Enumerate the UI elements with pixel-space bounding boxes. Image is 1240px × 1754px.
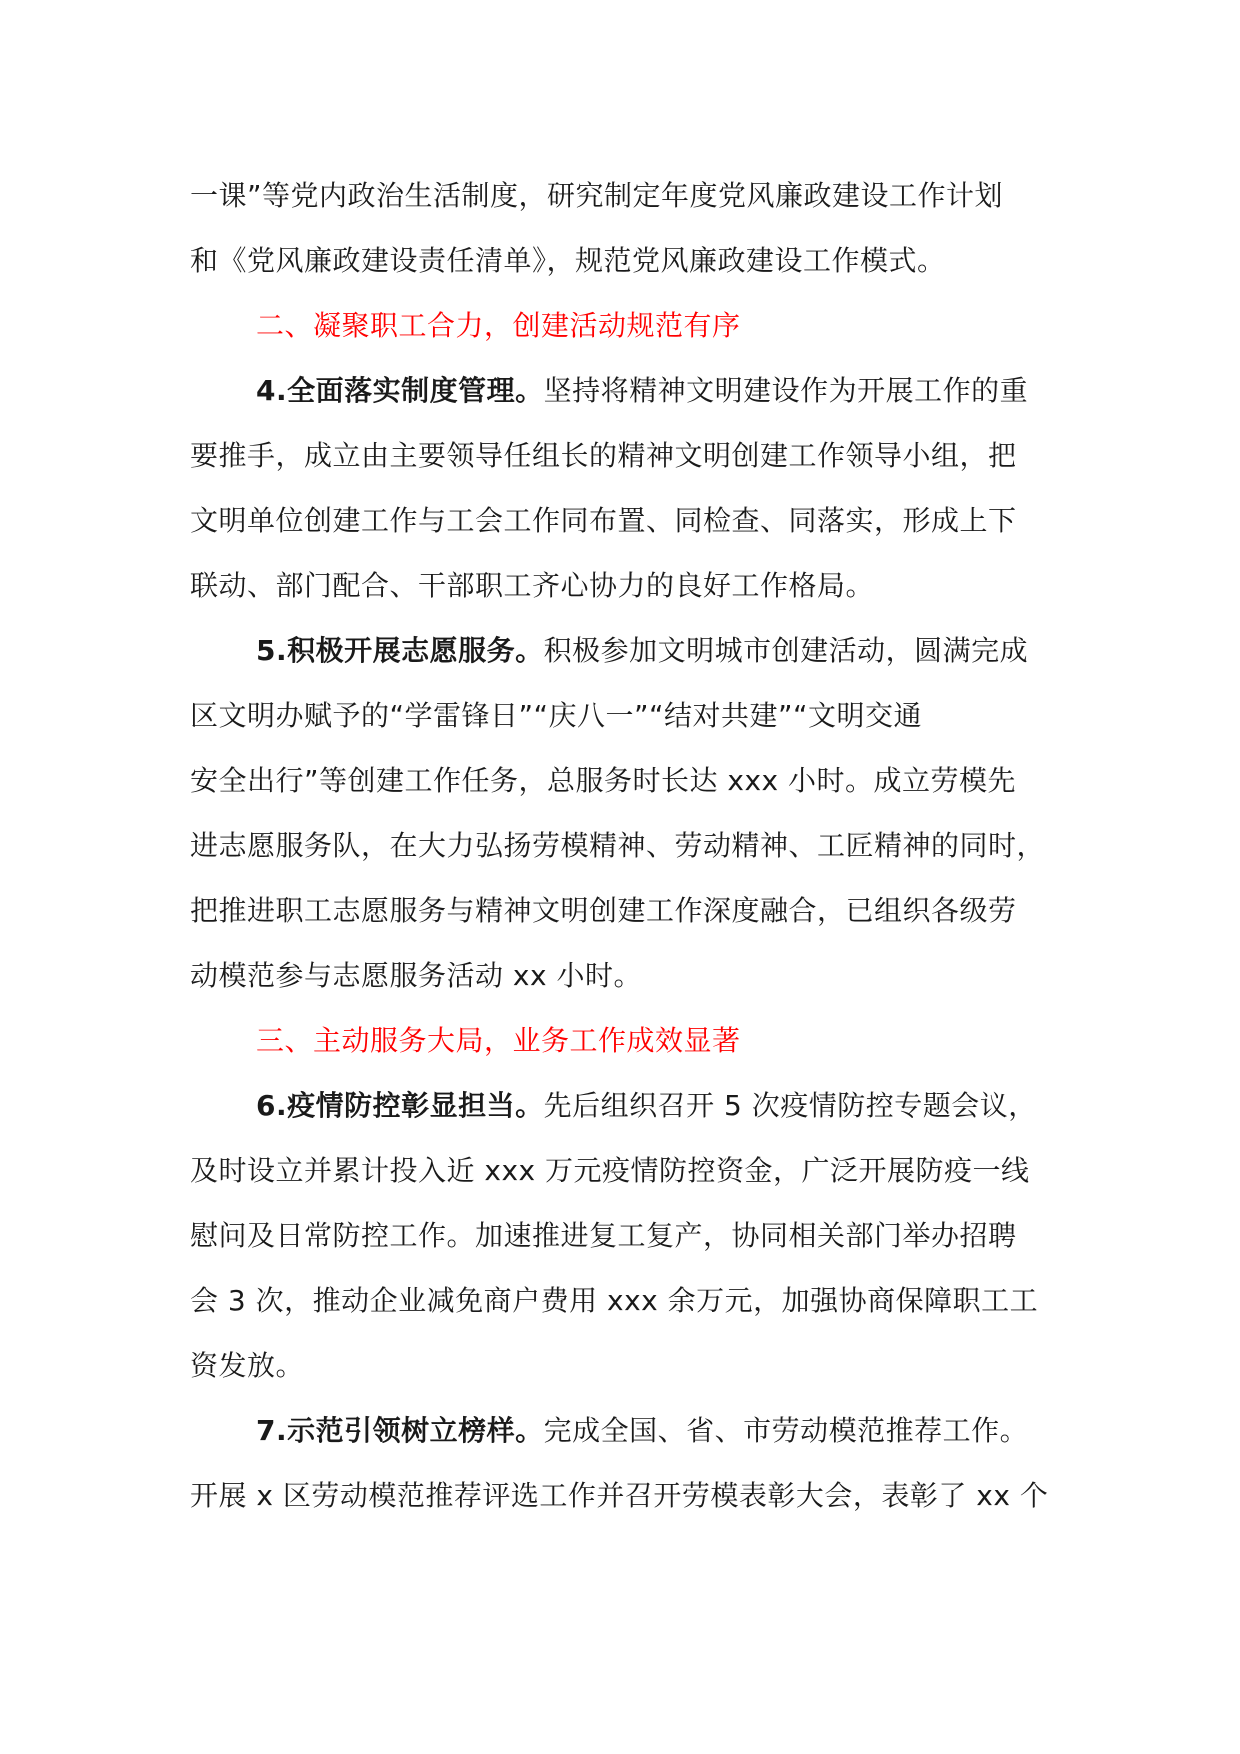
paragraph-line: 一课”等党内政治生活制度，研究制定年度党风廉政建设工作计划 (190, 179, 1004, 212)
paragraph-line: 联动、部门配合、干部职工齐心协力的良好工作格局。 (190, 569, 875, 602)
item-4-title: 4.全面落实制度管理。 (256, 374, 544, 407)
paragraph-line: 和《党风廉政建设责任清单》，规范党风廉政建设工作模式。 (190, 244, 946, 277)
section-heading-2: 二、凝聚职工合力，创建活动规范有序 (256, 309, 741, 342)
item-5-title: 5.积极开展志愿服务。 (256, 634, 544, 667)
item-6-text: 先后组织召开 5 次疫情防控专题会议， (543, 1089, 1037, 1122)
paragraph-line: 动模范参与志愿服务活动 xx 小时。 (190, 959, 642, 992)
paragraph-line: 安全出行”等创建工作任务，总服务时长达 xxx 小时。成立劳模先 (190, 764, 1017, 797)
paragraph-line: 进志愿服务队，在大力弘扬劳模精神、劳动精神、工匠精神的同时， (190, 829, 1046, 862)
item-5-text: 积极参加文明城市创建活动，圆满完成 (543, 634, 1029, 667)
paragraph-line: 会 3 次，推动企业减免商户费用 xxx 余万元，加强协商保障职工工 (190, 1284, 1039, 1317)
item-4-first-line (190, 358, 1070, 423)
paragraph-line: 文明单位创建工作与工会工作同布置、同检查、同落实，形成上下 (190, 504, 1017, 537)
paragraph-line: 及时设立并累计投入近 xxx 万元疫情防控资金，广泛开展防疫一线 (190, 1154, 1030, 1187)
item-7-first-line (190, 1398, 1070, 1463)
paragraph-line: 资发放。 (190, 1349, 305, 1382)
section-heading-3: 三、主动服务大局，业务工作成效显著 (256, 1024, 741, 1057)
document-body (190, 163, 1070, 1528)
paragraph-line: 慰问及日常防控工作。加速推进复工复产，协同相关部门举办招聘 (190, 1219, 1017, 1252)
item-5-first-line (190, 618, 1070, 683)
item-7-text: 完成全国、省、市劳动模范推荐工作。 (543, 1414, 1029, 1447)
paragraph-line: 开展 x 区劳动模范推荐评选工作并召开劳模表彰大会，表彰了 xx 个 (190, 1479, 1049, 1512)
paragraph-line: 要推手，成立由主要领导任组长的精神文明创建工作领导小组，把 (190, 439, 1017, 472)
item-4-text: 坚持将精神文明建设作为开展工作的重 (543, 374, 1029, 407)
item-7-title: 7.示范引领树立榜样。 (256, 1414, 544, 1447)
item-6-first-line (190, 1073, 1070, 1138)
item-6-title: 6.疫情防控彰显担当。 (256, 1089, 544, 1122)
paragraph-line: 区文明办赋予的“学雷锋日”“庆八一”“结对共建”“文明交通 (190, 699, 923, 732)
paragraph-line: 把推进职工志愿服务与精神文明创建工作深度融合，已组织各级劳 (190, 894, 1017, 927)
